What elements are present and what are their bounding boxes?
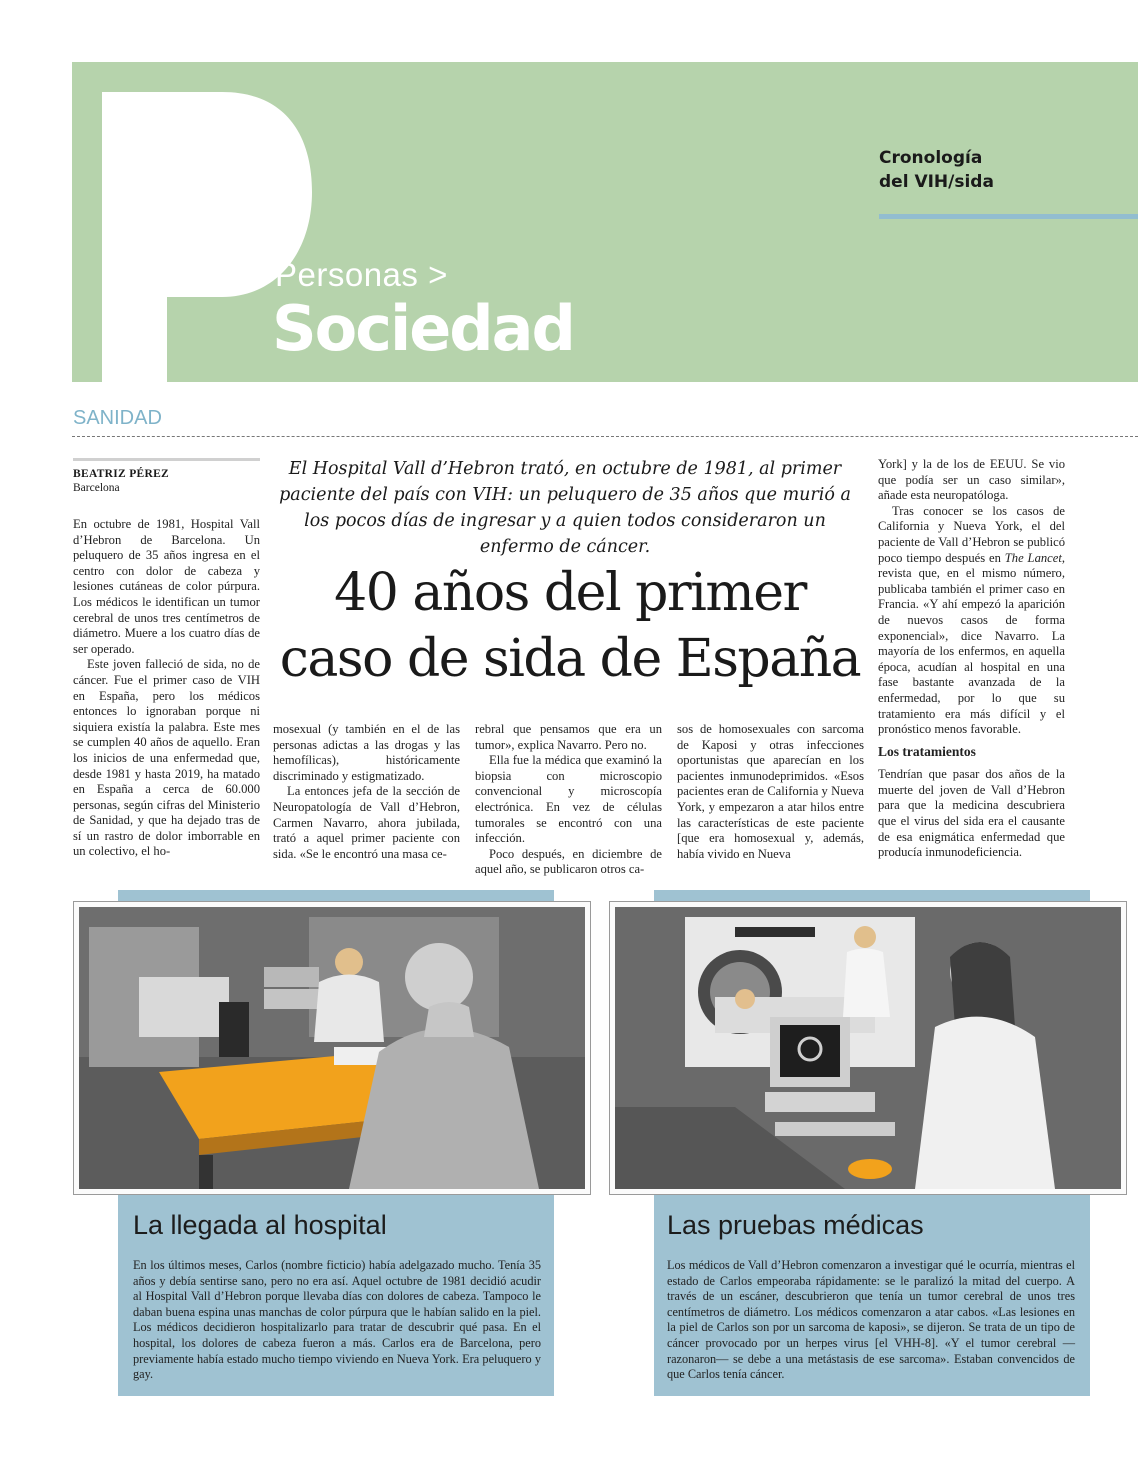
column-1 xyxy=(73,517,260,860)
paragraph: Este joven falleció de sida, no de cáncer. Fue el primer caso de VIH en España, pero los médicos entonces lo ignoraban porque ni siquiera existía la palabra. Este mes se cumplen 40 años de aquello. Eran los inicios de una enfermedad que, desde 1981 y hasta 2019, ha matado en España a cerca de 60.000 personas, según cifras del Ministerio de Sanidad, y que ha dejado tras de sí un rastro de dolor imborrable en un colectivo, el ho- xyxy=(73,657,260,859)
column-5 xyxy=(878,457,1065,861)
box-right-title: Las pruebas médicas xyxy=(667,1210,924,1240)
byline xyxy=(73,458,260,495)
chronology-rule xyxy=(879,214,1138,219)
paragraph: rebral que pensamos que era un tumor», explica Navarro. Pero no. xyxy=(475,722,662,752)
paragraph: York] y la de los de EEUU. Se vio que podía ser un caso similar», añade esta neuropatóloga. xyxy=(878,457,1065,503)
column-4 xyxy=(677,722,864,862)
journal-name: The Lancet xyxy=(1004,550,1062,565)
article-headline xyxy=(270,560,870,692)
paragraph: sos de homosexuales con sarcoma de Kaposi y otras infecciones oportunistas que aparecían en los pacientes inmunodeprimidos. «Esos pacientes eran de California y Nueva York, y empezaron a atar hilos entre las características de este paciente [que era homosexual y, además, había vivido en Nueva xyxy=(677,722,864,861)
illustration-doctor-office xyxy=(74,902,590,1194)
box-left-title: La llegada al hospital xyxy=(133,1210,387,1240)
chronology-label[interactable] xyxy=(879,146,1039,194)
doctor-office-drawing xyxy=(79,907,585,1189)
section-title: Sociedad xyxy=(272,292,574,365)
chronology-line2: del VIH/sida xyxy=(879,172,994,192)
text-run: Tras conocer se los casos de California y Nueva York, el del paciente de Vall d’Hebron se publicó poco tiempo después en xyxy=(878,503,1065,565)
box-left-text: En los últimos meses, Carlos (nombre ficticio) había adelgazado mucho. Tenía 35 años y debía sentirse sano, pero no era así. Aquel octubre de 1981 decidió acudir al Hospital Vall d’Hebron porque llevaba días con dolores de cabeza. Tampoco le daban buena espina unas manchas de color púrpura que le habían salido en la piel. Los médicos decidieron hospitalizarlo para tratar de descubrir qué pasa. En el hospital, los dolores de cabeza fueron a más. Carlos era de Barcelona, pero previamente había estado mucho tiempo viviendo en Nueva York. Era peluquero y gay. xyxy=(133,1258,541,1382)
column-3 xyxy=(475,722,662,878)
paragraph: mosexual (y también en el de las personas adictas a las drogas y las hemofílicas), históricamente discriminado y estigmatizado. xyxy=(273,722,460,783)
author-name: BEATRIZ PÉREZ xyxy=(73,468,170,480)
author-place: Barcelona xyxy=(73,482,120,494)
illustration-medical-scan xyxy=(610,902,1126,1194)
dotted-divider xyxy=(72,436,1138,437)
paragraph xyxy=(878,504,1065,738)
chronology-line1: Cronología xyxy=(879,148,983,168)
paragraph: En octubre de 1981, Hospital Vall d’Hebron de Barcelona. Un peluquero de 35 años ingresa en el centro con dolor de cabeza y lesiones cutáneas de color púrpura. Los médicos le identifican un tumor cerebral de unos tres centímetros de diámetro. Muere a los cuatro días de ser operado. xyxy=(73,517,260,656)
section-label: SANIDAD xyxy=(73,407,162,429)
article-lead: El Hospital Vall d’Hebron trató, en octubre de 1981, al primer paciente del país con VIH: un peluquero de 35 años que murió a los pocos días de ingresar y a quien todos consideraron un enfermo de cáncer. xyxy=(279,459,851,557)
column-2 xyxy=(273,722,460,862)
headline-line2: caso de sida de España xyxy=(279,629,861,689)
kicker-text: Personas > xyxy=(275,256,448,293)
headline-line1: 40 años del primer xyxy=(334,563,806,623)
paragraph: Ella fue la médica que examinó la biopsia con microscopio convencional y microscopía electrónica. En vez de células tumorales se encontró con una infección. xyxy=(475,753,662,846)
text-run: , revista que, en el mismo número, publicaba también el primer caso en Francia. «Y ahí empezó la aparición de nuevos casos de forma exponencial», dice Navarro. La mayoría de los enfermos, en aquella época, acudían al hospital en una fase bastante avanzada de la enfermedad, por lo que su tratamiento era más difícil y el pronóstico menos favorable. xyxy=(878,550,1065,737)
medical-scan-drawing xyxy=(615,907,1121,1189)
subheading: Los tratamientos xyxy=(878,743,976,759)
paragraph: Poco después, en diciembre de aquel año, se publicaron otros ca- xyxy=(475,846,662,877)
paragraph: La entonces jefa de la sección de Neuropatología de Vall d’Hebron, Carmen Navarro, ahora jubilada, trató a aquel primer paciente con sida. «Se le encontró una masa ce- xyxy=(273,784,460,861)
paragraph: Tendrían que pasar dos años de la muerte del joven de Vall d’Hebron para que la medicina descubriera que el virus del sida era el causante de esa enigmática enfermedad que producía inmunodeficiencia. xyxy=(878,767,1065,860)
box-right-text: Los médicos de Vall d’Hebron comenzaron a investigar qué le ocurría, mientras el estado de Carlos empeoraba rápidamente: se le paralizó la mitad del cuerpo. A través de un escáner, descubrieron que tenía un tumor cerebral de unos tres centímetros de diámetro. Los médicos comenzaron a atar cabos. «Las lesiones en la piel de Carlos son por un sarcoma de kaposi», se dijeron. Se trata de un tipo de cáncer provocado por un herpes virus [el VHH-8]. «Y el tumor cerebral —razonaron— se debe a una metástasis de ese sarcoma». Estaban convencidos de que Carlos tenía cáncer. xyxy=(667,1258,1075,1382)
